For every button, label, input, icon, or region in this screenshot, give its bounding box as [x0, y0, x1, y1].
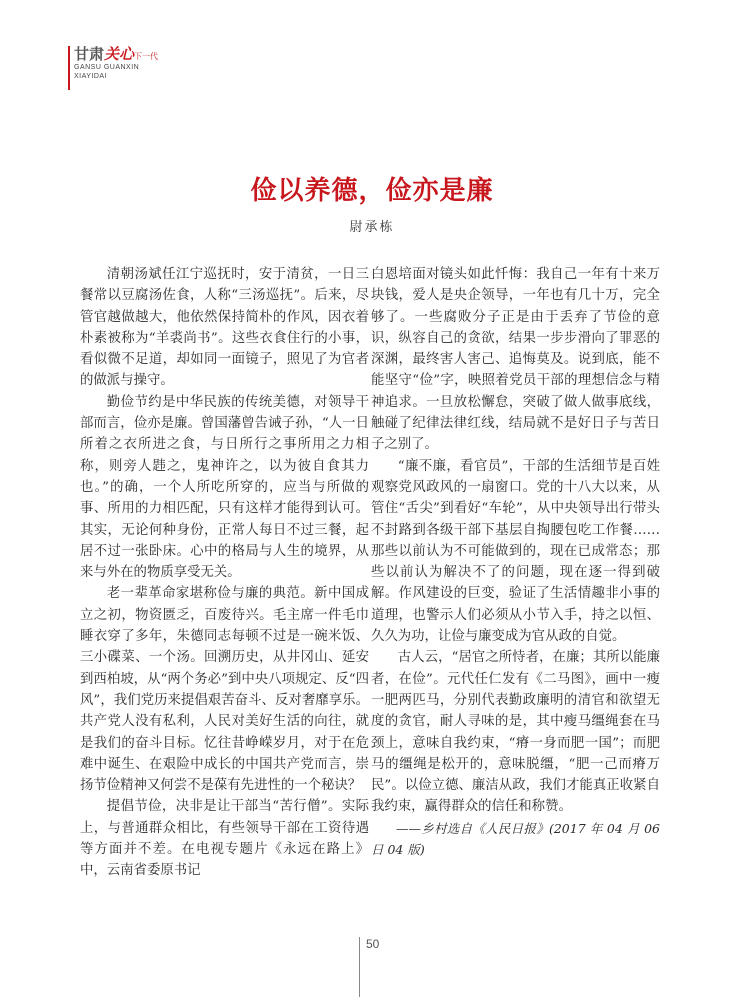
article-source-note: ——乡村选自《人民日报》(2017 年 04 月 06 日 04 版)	[371, 820, 660, 858]
paragraph: 古人云，“居官之所恃者，在廉；其所以能廉者，在俭”。元代任仁发有《二马图》，画中一瘦一肥两匹马，分别代表勤政廉明的清官和欲望无度的贪官，耐人寻味的是，其中瘦马缰绳套在马颈上，意味自我约束，“瘠一身而肥一国”；而肥马的缰绳是松开的，意味脱缰，“肥一己而瘠万民”。以俭立德、廉洁从政，我们才能真正收紧自我约束，赢得群众的信任和称赞。	[371, 650, 660, 815]
magazine-header	[68, 44, 208, 94]
paragraph: 勤俭节约是中华民族的传统美德，对领导干部而言，俭亦是廉。曾国藩曾告诫子孙，“人一日所着之衣所进之食，与日所行之事所用之力相称，则旁人韪之，鬼神许之，以为彼自食其力也。”的确，一个人所吃所穿的，应当与所做的事、所用的力相匹配，只有这样才能得到认可。其实，无论何种身份，正常人每日不过三餐，起居不过一张卧床。心中的格局与人生的境界，从来与外在的物质享受无关。	[80, 394, 369, 581]
paragraph-continued: 白恩培面对镜头如此忏悔：我自己一年有十来万块钱，爱人是央企领导，一年也有几十万，完全够了。一些腐败分子正是由于丢弃了节俭的意识，纵容自己的贪欲，结果一步步滑向了罪恶的深渊，最终害人害己、追悔莫及。说到底，能不能坚守“俭”字，映照着党员干部的理想信念与精神追求。一旦放松懈怠，突破了做人做事底线，触碰了纪律法律红线，结局就不是好日子与苦日子之别了。	[371, 267, 660, 453]
article-title: 俭以养德，俭亦是廉	[250, 176, 494, 206]
paragraph: 清朝汤斌任江宁巡抚时，安于清贫，一日三餐常以豆腐汤佐食，人称“三汤巡抚”。后来，尽管官越做越大，他依然保持简朴的作风，因衣着朴素被称为“羊裘尚书”。这些衣食住行的小事，看似微不足道，却如同一面镜子，照见了为官者的做派与操守。	[80, 267, 369, 389]
article-column-right	[371, 264, 660, 860]
logo-text-guanxin: 关心	[104, 45, 135, 63]
page-number-divider	[359, 937, 360, 997]
logo-english-line1: GANSU GUANXIN	[74, 64, 140, 71]
paragraph: 提倡节俭，决非是让干部当“苦行僧”。实际上，与普通群众相比，有些领导干部在工资待遇等方面并不差。在电视专题片《永远在路上》中，云南省委原书记	[80, 799, 369, 879]
logo-text-xiayidai: 下一代	[134, 52, 159, 61]
header-accent-bar	[68, 46, 70, 90]
paragraph: “廉不廉，看官员”，干部的生活细节是百姓观察党风政风的一扇窗口。党的十八大以来，从管住“舌尖”到看好“车轮”，从中央领导出行带头不封路到各级干部下基层自掏腰包吃工作餐……那些以前认为不可能做到的，现在已成常态；那些以前认为解决不了的问题，现在逐一得到破解。作风建设的巨变，验证了生活情趣非小事的道理，也警示人们必须从小节入手，持之以恒、久久为功，让俭与廉变成为官从政的自觉。	[371, 458, 660, 645]
paragraph: 老一辈革命家堪称俭与廉的典范。新中国成立之初，物资匮乏，百废待兴。毛主席一件毛巾睡衣穿了多年，朱德同志每顿不过是一碗米饭、三小碟菜、一个汤。回溯历史，从井冈山、延安到西柏坡，从“两个务必”到中央八项规定、反“四风”，我们党历来提倡艰苦奋斗、反对奢靡享乐。共产党人没有私利，人民对美好生活的向往，就是我们的奋斗目标。忆往昔峥嵘岁月，对于在危难中诞生、在艰险中成长的中国共产党而言，崇扬节俭精神又何尝不是葆有先进性的一个秘诀？	[80, 586, 369, 794]
article-column-left	[80, 264, 369, 882]
article-author: 尉承栋	[349, 220, 395, 235]
page-number: 50	[366, 937, 380, 951]
logo-english-line2: XIAYIDAI	[74, 73, 108, 80]
logo-text-gansu: 甘肃	[74, 45, 105, 63]
magazine-logo	[74, 46, 158, 65]
